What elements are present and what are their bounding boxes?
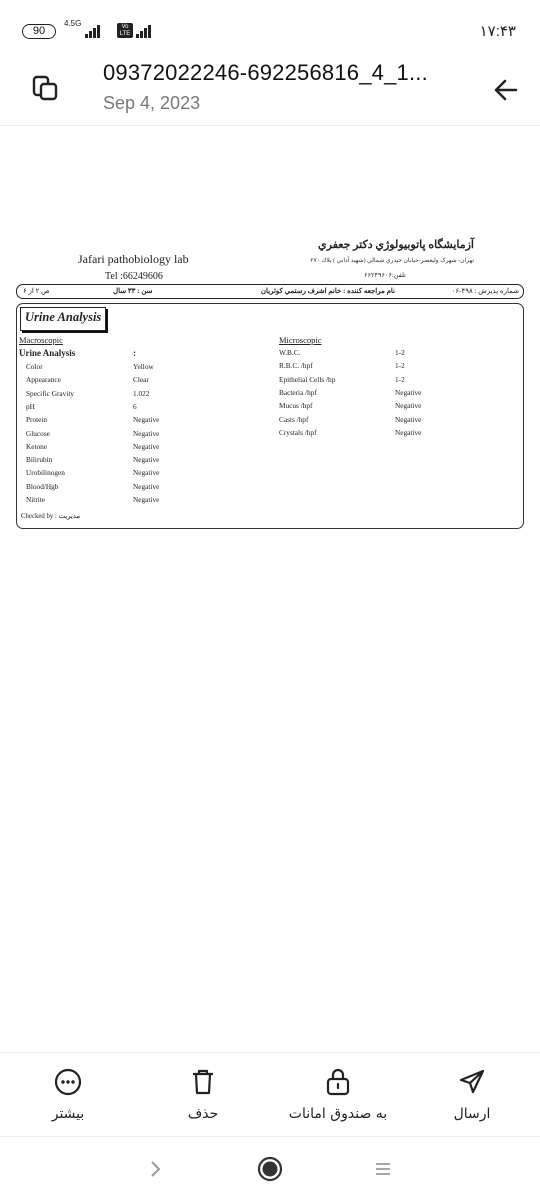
status-bar [0, 0, 540, 56]
checked-by: Checked by : مدیریت [21, 513, 80, 520]
macro-row-value: Negative [133, 428, 160, 438]
macro-row-label: Blood/Hgb [26, 481, 59, 491]
micro-row-value: 1-2 [395, 374, 405, 384]
more-icon [53, 1067, 83, 1097]
macro-row-value: 1.022 [133, 388, 150, 398]
volte-icon: Vo LTE [117, 23, 133, 38]
macro-row-value: Negative [133, 468, 160, 478]
macro-row-label: Bilirubin [26, 455, 53, 465]
micro-row-label: R.B.C. /hpf [279, 361, 313, 371]
macro-row-label: Specific Gravity [26, 388, 75, 398]
micro-row-value: Negative [395, 427, 422, 437]
lab-tel: Tel :66249606 [105, 271, 163, 282]
file-title: 09372022246-692256816_4_1... [103, 60, 428, 85]
micro-row-value: Negative [395, 401, 422, 411]
bottom-toolbar [0, 1052, 540, 1136]
micro-row-label: Mucus /hpf [279, 401, 313, 411]
urine-analysis-label: Urine Analysis [19, 348, 76, 358]
trash-icon [188, 1067, 218, 1097]
macro-row-label: Protein [26, 415, 48, 425]
lab-name-en: Jafari pathobiology lab [78, 252, 189, 266]
macro-row-label: Glucose [26, 428, 50, 438]
page-counter: ص ۲ از ۶ [23, 287, 50, 295]
delete-button[interactable] [143, 1067, 263, 1127]
app-header [0, 56, 540, 126]
micro-row-value: 1-2 [395, 361, 405, 371]
copy-icon[interactable] [30, 73, 62, 105]
micro-row-label: W.B.C. [279, 348, 301, 357]
send-icon [457, 1067, 487, 1097]
vault-button[interactable] [278, 1067, 398, 1127]
system-nav-bar [0, 1136, 540, 1200]
micro-row-label: Crystals /hpf [279, 427, 317, 437]
document-viewer[interactable] [0, 126, 540, 1052]
macroscopic-header: Macroscopic [19, 335, 63, 345]
macro-row-value: Negative [133, 481, 160, 491]
file-date: Sep 4, 2023 [103, 93, 201, 113]
micro-row-label: Bacteria /hpf [279, 387, 317, 397]
macro-row-label: Urobilinogen [26, 468, 65, 478]
macro-row-label: Color [26, 362, 43, 371]
micro-row-label: Casts /hpf [279, 414, 309, 424]
micro-row-value: 1-2 [395, 348, 405, 357]
patient-name: نام مراجعه كننده : خانم اشرف رستمي كوثريان [260, 287, 395, 295]
macro-row-value: Negative [133, 495, 160, 504]
micro-row-value: Negative [395, 414, 422, 424]
send-button[interactable] [412, 1067, 532, 1127]
arrow-back-icon[interactable] [490, 74, 522, 106]
colon: : [133, 348, 136, 358]
battery-indicator: 90 [22, 24, 56, 39]
lock-icon [323, 1067, 353, 1097]
chevron-icon[interactable] [142, 1155, 170, 1183]
macro-row-value: Yellow [133, 362, 154, 371]
macro-row-value: 6 [133, 401, 137, 411]
report-title: Urine Analysis [20, 307, 106, 331]
micro-row-value: Negative [395, 387, 422, 397]
admission-number: شماره پذيرش : ۴۹۸-۰۶ [451, 287, 519, 295]
vault-label: به صندوق امانات [288, 1106, 388, 1122]
lab-name-fa: آزمايشگاه پاتوبيولوژي دكتر جعفري [318, 239, 474, 251]
macro-row-value: Clear [133, 375, 149, 385]
macro-row-label: pH [26, 401, 35, 411]
signal-icon [136, 24, 151, 38]
patient-age: سن : ۳۳ سال [113, 287, 153, 295]
delete-label: حذف [187, 1106, 219, 1122]
microscopic-header: Microscopic [279, 335, 322, 345]
lab-phone: تلفن:۶۶۲۴۹۶۰۶ [364, 272, 406, 279]
menu-lines-icon[interactable] [369, 1155, 397, 1183]
macro-row-label: Nitrite [26, 495, 46, 504]
macro-row-label: Ketone [26, 441, 48, 451]
macro-row-label: Appearance [26, 375, 61, 385]
macro-row-value: Negative [133, 455, 160, 465]
macro-row-value: Negative [133, 415, 160, 425]
network-type: 4.5G [64, 19, 82, 28]
more-label: بیشتر [51, 1106, 85, 1122]
more-button[interactable] [8, 1067, 128, 1127]
signal-icon [85, 24, 100, 38]
home-circle-icon[interactable] [256, 1155, 284, 1183]
clock: ۱۷:۴۳ [479, 23, 516, 40]
report-box [16, 303, 524, 529]
patient-info-bar [16, 284, 524, 299]
macro-row-value: Negative [133, 441, 160, 451]
micro-row-label: Epithelial Cells /hp [279, 374, 336, 384]
send-label: ارسال [453, 1106, 491, 1122]
lab-address: تهران- شهرک وليعصر-خيابان حيدري شمالي (شهيد آدابي ) پلاك ۲۷۰ [310, 258, 474, 264]
